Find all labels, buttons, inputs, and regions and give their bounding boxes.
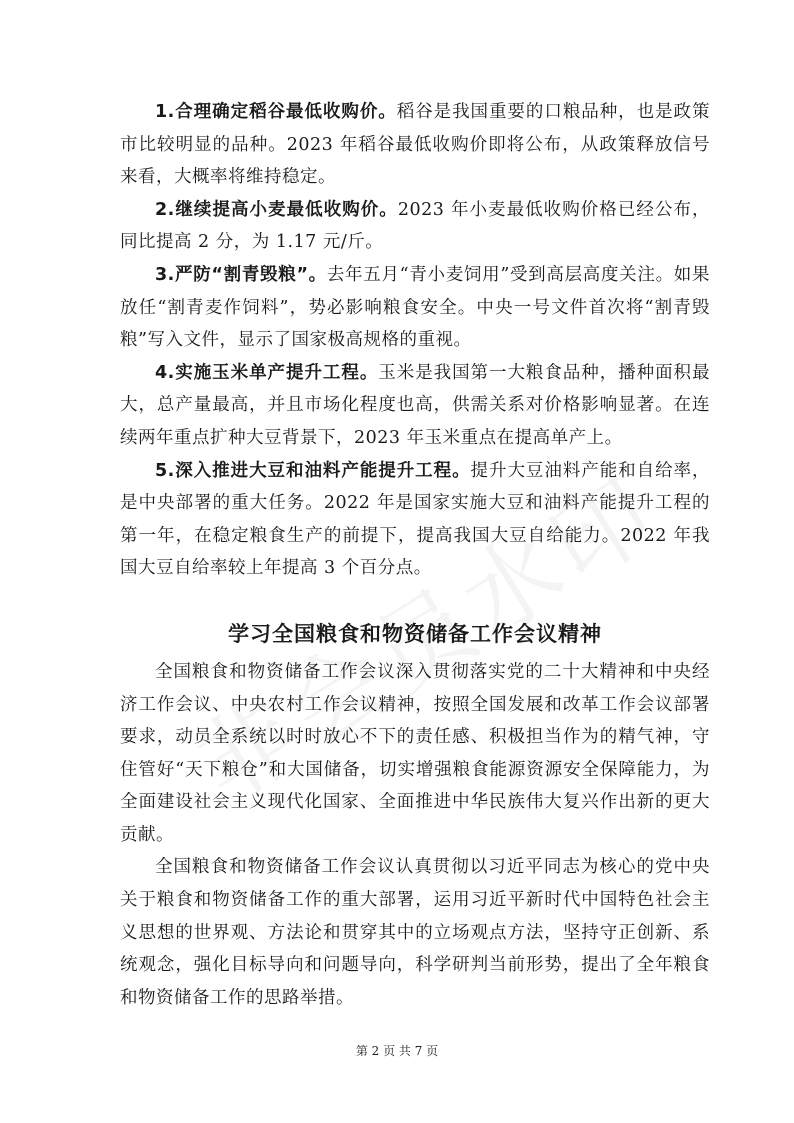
page-footer: 第 2 页 共 7 页 [355,1044,439,1058]
item-lead: 1.合理确定稻谷最低收购价。 [155,102,397,122]
section-title: 学习全国粮食和物资储备工作会议精神 [228,621,602,646]
document-body [120,96,710,1014]
list-item-5 [120,455,710,585]
item-text: 提升大豆油料产能和自给率，是中央部署的重大任务。2022 年是国家实施大豆和油料产能提升工程的第一年，在稳定粮食生产的前提下，提高我国大豆自给能力。2022 年我国大豆自给率较上年提高 3 个百分点。 [120,460,710,579]
item-lead: 2.继续提高小麦最低收购价。 [155,199,398,220]
item-lead: 4.实施玉米单产提升工程。 [155,362,379,383]
list-item-3 [120,259,710,357]
list-item-1 [120,96,710,194]
section-paragraph-2: 全国粮食和物资储备工作会议认真贯彻以习近平同志为核心的党中央关于粮食和物资储备工作的重大部署，运用习近平新时代中国特色社会主义思想的世界观、方法论和贯穿其中的立场观点方法，坚持守正创新、系统观念，强化目标导向和问题导向，科学研判当前形势，提出了全年粮食和物资储备工作的思路举措。 [120,857,710,1008]
list-item-4 [120,357,710,455]
item-text: 玉米是我国第一大粮食品种，播种面积最大，总产量最高，并且市场化程度也高，供需关系对价格影响显著。在连续两年重点扩种大豆背景下，2023 年玉米重点在提高单产上。 [120,362,711,448]
item-text: 稻谷是我国重要的口粮品种，也是政策市比较明显的品种。2023 年稻谷最低收购价即将公布，从政策释放信号来看，大概率将维持稳定。 [120,102,711,188]
section-paragraph-1: 全国粮食和物资储备工作会议深入贯彻落实党的二十大精神和中央经济工作会议、中央农村工作会议精神，按照全国发展和改革工作会议部署要求，动员全系统以时时放心不下的责任感、积极担当作为的精气神，守住管好“天下粮仓”和大国储备，切实增强粮食能源资源安全保障能力，为全面建设社会主义现代化国家、全面推进中华民族伟大复兴作出新的更大贡献。 [120,661,710,845]
item-text: 去年五月“青小麦饲用”受到高层高度关注。如果放任“割青麦作饲料”，势必影响粮食安全。中央一号文件首次将“割青毁粮”写入文件，显示了国家极高规格的重视。 [120,264,710,351]
item-text: 2023 年小麦最低收购价格已经公布，同比提高 2 分，为 1.17 元/斤。 [120,199,710,253]
item-lead: 3.严防“割青毁粮”。 [155,264,327,285]
list-item-2 [120,194,710,259]
item-lead: 5.深入推进大豆和油料产能提升工程。 [155,460,471,481]
